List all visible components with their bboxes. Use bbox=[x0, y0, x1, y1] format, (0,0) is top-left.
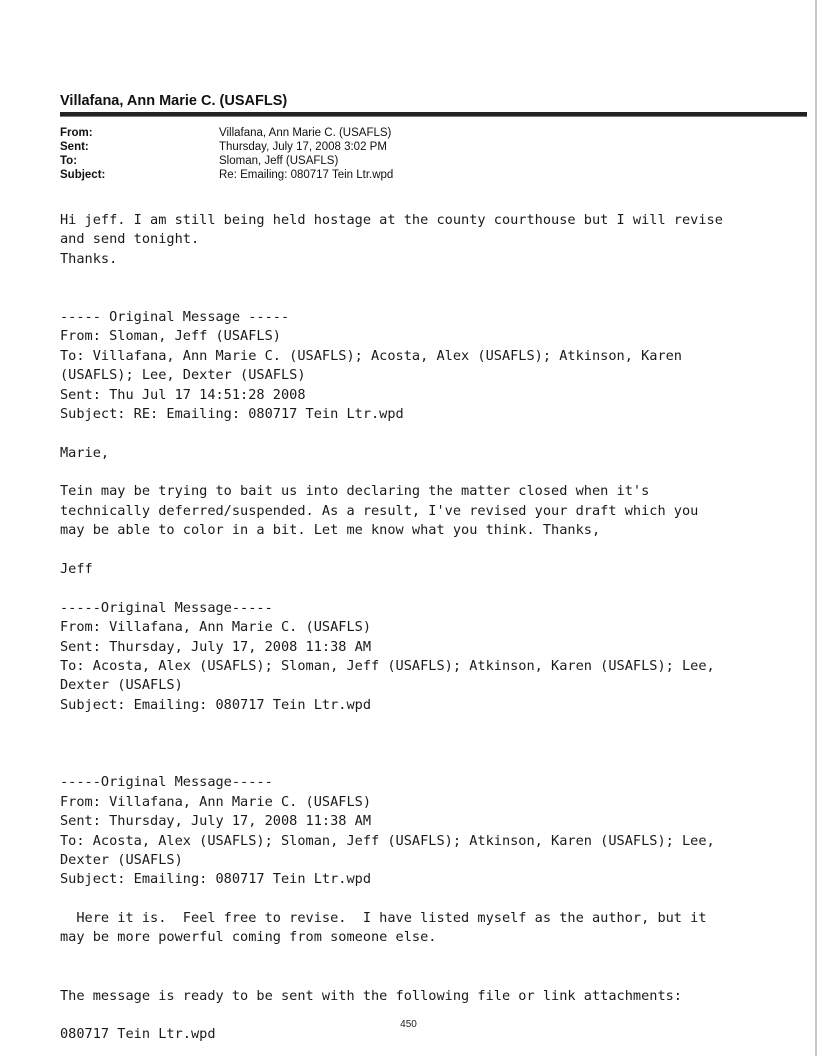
meta-sent-label: Sent: bbox=[60, 141, 89, 153]
body-line: technically deferred/suspended. As a result, I've revised your draft which you bbox=[60, 502, 699, 519]
body-line bbox=[60, 890, 800, 909]
body-line: 080717 Tein Ltr.wpd bbox=[60, 1026, 216, 1043]
body-line: Sent: Thursday, July 17, 2008 11:38 AM bbox=[60, 813, 371, 830]
body-line: Jeff bbox=[60, 561, 93, 578]
body-line bbox=[60, 967, 800, 986]
body-line: Here it is. Feel free to revise. I have listed myself as the author, but it bbox=[60, 910, 707, 927]
body-line: From: Villafana, Ann Marie C. (USAFLS) bbox=[60, 619, 371, 636]
body-line: Dexter (USAFLS) bbox=[60, 851, 183, 868]
body-line: -----Original Message----- bbox=[60, 599, 273, 616]
body-line: Subject: Emailing: 080717 Tein Ltr.wpd bbox=[60, 696, 371, 713]
body-line: To: Villafana, Ann Marie C. (USAFLS); Acosta, Alex (USAFLS); Atkinson, Karen bbox=[60, 347, 682, 364]
body-line: Marie, bbox=[60, 444, 110, 461]
body-line: may be more powerful coming from someone else. bbox=[60, 929, 437, 946]
body-line: Thanks. bbox=[60, 250, 118, 267]
body-line: (USAFLS); Lee, Dexter (USAFLS) bbox=[60, 367, 306, 384]
body-line bbox=[60, 463, 800, 482]
body-line bbox=[60, 424, 800, 443]
body-line: Hi jeff. I am still being held hostage at the county courthouse but I will revise bbox=[60, 212, 723, 228]
body-line bbox=[60, 735, 800, 754]
body-line: The message is ready to be sent with the following file or link attachments: bbox=[60, 987, 682, 1004]
body-line: and send tonight. bbox=[60, 231, 200, 248]
body-line: may be able to color in a bit. Let me know what you think. Thanks, bbox=[60, 522, 601, 539]
body-line bbox=[60, 269, 800, 288]
meta-subject-value: Re: Emailing: 080717 Tein Ltr.wpd bbox=[219, 169, 394, 181]
email-body bbox=[60, 211, 800, 1045]
body-line: To: Acosta, Alex (USAFLS); Sloman, Jeff (USAFLS); Atkinson, Karen (USAFLS); Lee, bbox=[60, 657, 715, 674]
meta-sent-value: Thursday, July 17, 2008 3:02 PM bbox=[219, 141, 387, 153]
body-line: Subject: Emailing: 080717 Tein Ltr.wpd bbox=[60, 871, 371, 888]
body-line: To: Acosta, Alex (USAFLS); Sloman, Jeff (USAFLS); Atkinson, Karen (USAFLS); Lee, bbox=[60, 832, 715, 849]
body-line bbox=[60, 948, 800, 967]
meta-from-value: Villafana, Ann Marie C. (USAFLS) bbox=[219, 127, 392, 139]
sender-header: Villafana, Ann Marie C. (USAFLS) bbox=[60, 93, 288, 109]
body-line: -----Original Message----- bbox=[60, 774, 273, 791]
email-meta bbox=[60, 126, 393, 182]
body-line bbox=[60, 541, 800, 560]
header-rule bbox=[60, 112, 807, 117]
body-line: From: Villafana, Ann Marie C. (USAFLS) bbox=[60, 793, 371, 810]
meta-subject-label: Subject: bbox=[60, 169, 106, 181]
body-line bbox=[60, 289, 800, 308]
body-line: ----- Original Message ----- bbox=[60, 308, 290, 325]
body-line: Subject: RE: Emailing: 080717 Tein Ltr.wpd bbox=[60, 405, 404, 422]
body-line: Dexter (USAFLS) bbox=[60, 677, 183, 694]
body-line: From: Sloman, Jeff (USAFLS) bbox=[60, 328, 281, 345]
body-line: Sent: Thu Jul 17 14:51:28 2008 bbox=[60, 386, 306, 403]
body-line: Tein may be trying to bait us into declaring the matter closed when it's bbox=[60, 483, 650, 500]
body-line bbox=[60, 754, 800, 773]
body-line bbox=[60, 715, 800, 734]
meta-to-label: To: bbox=[60, 155, 78, 167]
body-line: Sent: Thursday, July 17, 2008 11:38 AM bbox=[60, 638, 371, 655]
meta-to-value: Sloman, Jeff (USAFLS) bbox=[219, 155, 339, 167]
page-number: 450 bbox=[400, 1019, 417, 1030]
body-line bbox=[60, 579, 800, 598]
meta-from-label: From: bbox=[60, 127, 93, 139]
